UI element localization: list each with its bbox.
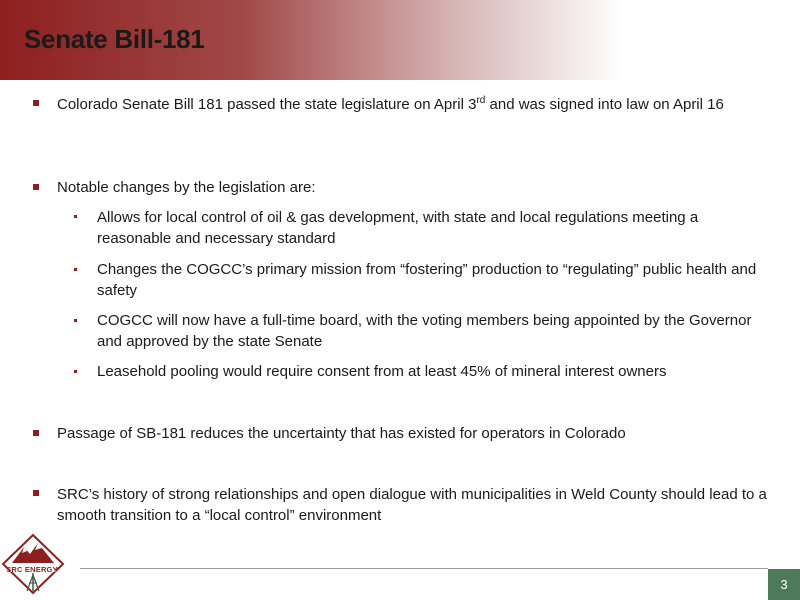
bullet-1-text-a: Colorado Senate Bill 181 passed the state legislature on April 3 <box>57 96 477 113</box>
sub-bullet-item-4: Leasehold pooling would require consent from at least 45% of mineral interest owners <box>97 363 667 380</box>
sub-bullet-item-1: Allows for local control of oil & gas development, with state and local regulations meeting a reasonable and necessary standard <box>97 209 699 247</box>
bullet-item-1 <box>57 94 772 115</box>
bullet-square-icon <box>33 184 39 190</box>
sub-bullet-icon <box>74 370 77 373</box>
bullet-1-superscript: rd <box>476 95 486 106</box>
page-number: 3 <box>768 569 800 600</box>
sub-bullet-icon <box>74 215 77 218</box>
bullet-square-icon <box>33 430 39 436</box>
sub-bullet-item-3: COGCC will now have a full-time board, with the voting members being appointed by the Governor and approved by the state Senate <box>97 312 752 350</box>
bullet-1-text-b: and was signed into law on April 16 <box>485 96 724 113</box>
bullet-item-2: Notable changes by the legislation are: <box>57 179 316 196</box>
footer-divider <box>80 568 768 569</box>
logo-text: SRC ENERGY <box>6 565 58 574</box>
sub-bullet-item-2: Changes the COGCC’s primary mission from “fostering” production to “regulating” public health and safety <box>97 261 757 299</box>
sub-bullet-icon <box>74 319 77 322</box>
bullet-square-icon <box>33 490 39 496</box>
slide-title: Senate Bill-181 <box>24 24 205 54</box>
bullet-square-icon <box>33 100 39 106</box>
bullet-item-4: SRC’s history of strong relationships and open dialogue with municipalities in Weld County should lead to a smooth transition to a “local control” environment <box>57 486 767 524</box>
bullet-item-3: Passage of SB-181 reduces the uncertainty that has existed for operators in Colorado <box>57 425 626 442</box>
sub-bullet-icon <box>74 268 77 271</box>
